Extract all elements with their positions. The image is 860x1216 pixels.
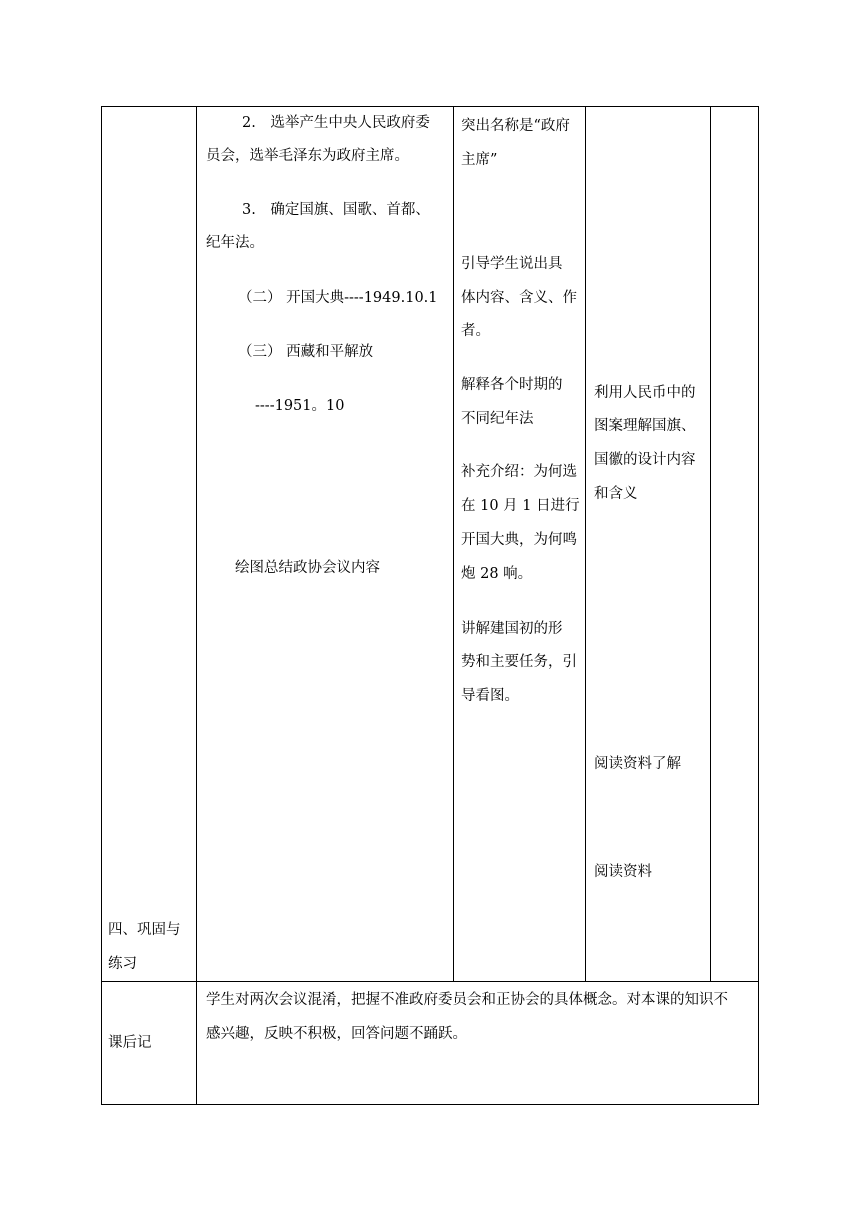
after-class-note-line: 感兴趣，反映不积极，回答问题不踊跃。 [206, 1026, 467, 1042]
section-heading-line: 四、巩固与 [108, 922, 181, 938]
student-activity-line: 和含义 [594, 486, 638, 502]
content-line: 员会，选举毛泽东为政府主席。 [206, 148, 409, 164]
column-divider-3 [585, 106, 586, 981]
activity-line: 导看图。 [461, 688, 519, 704]
activity-line: 炮 28 响。 [461, 566, 533, 582]
content-line: 3. 确定国旗、国歌、首都、 [242, 202, 430, 218]
activity-line: 主席” [461, 152, 498, 168]
activity-line: 突出名称是“政府 [461, 118, 570, 134]
content-line: 绘图总结政协会议内容 [235, 560, 380, 576]
activity-line: 补充介绍：为何选 [461, 464, 577, 480]
content-line: （三） 西藏和平解放 [238, 344, 374, 360]
activity-line: 引导学生说出具 [461, 256, 563, 272]
activity-line: 讲解建国初的形 [461, 621, 563, 637]
activity-line: 开国大典，为何鸣 [461, 532, 577, 548]
column-divider-1 [196, 106, 197, 1105]
activity-line: 势和主要任务，引 [461, 654, 577, 670]
activity-line: 解释各个时期的 [461, 377, 563, 393]
activity-line: 在 10 月 1 日进行 [461, 498, 580, 514]
activity-line: 者。 [461, 323, 490, 339]
table-border-top [101, 106, 759, 107]
activity-line: 体内容、含义、作 [461, 290, 577, 306]
section-heading-line: 练习 [108, 956, 137, 972]
table-border-bottom [101, 1104, 759, 1105]
student-activity-line: 图案理解国旗、 [594, 418, 696, 434]
student-activity-line: 阅读资料了解 [594, 756, 681, 772]
content-line: 纪年法。 [206, 235, 264, 251]
after-class-label: 课后记 [108, 1035, 152, 1051]
table-row-divider [101, 981, 759, 982]
student-activity-line: 利用人民币中的 [594, 385, 696, 401]
activity-line: 不同纪年法 [461, 411, 534, 427]
column-divider-2 [453, 106, 454, 981]
content-line: （二） 开国大典----1949.10.1 [238, 290, 438, 306]
content-line: 2. 选举产生中央人民政府委 [242, 115, 430, 131]
content-line: ----1951。10 [255, 398, 345, 414]
table-border-right [758, 106, 759, 1105]
student-activity-line: 国徽的设计内容 [594, 452, 696, 468]
student-activity-line: 阅读资料 [594, 864, 652, 880]
column-divider-4 [710, 106, 711, 981]
table-border-left [101, 106, 102, 1105]
after-class-note-line: 学生对两次会议混淆，把握不准政府委员会和正协会的具体概念。对本课的知识不 [206, 992, 728, 1008]
